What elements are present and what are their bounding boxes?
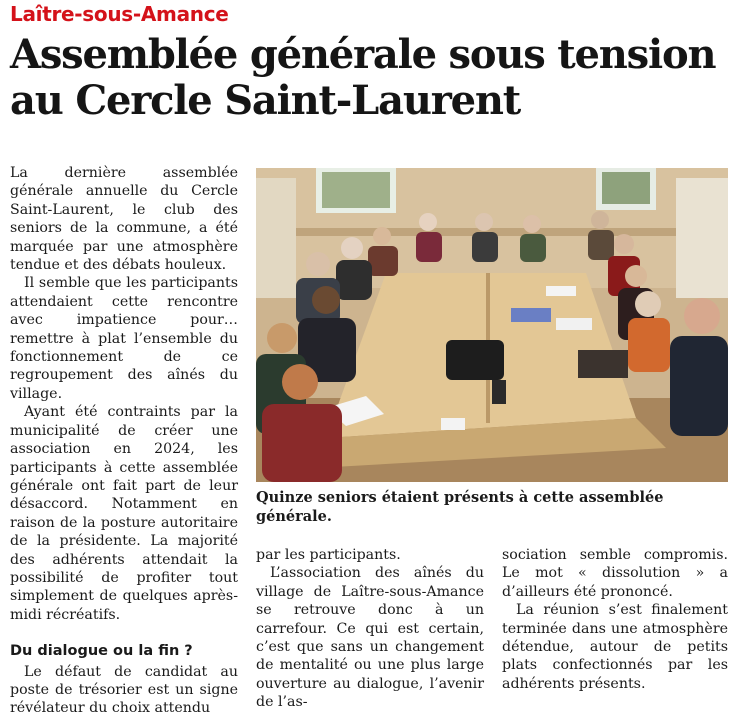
paragraph: Il semble que les participants attendaient cette rencontre avec impatience pour… remettre à plat l’ensemble du fonctionnement de ce regroupement des aînés du village.: [10, 275, 238, 402]
photo-caption: Quinze seniors étaient présents à cette assemblée générale.: [256, 489, 664, 525]
article-column-1: [10, 164, 238, 718]
paragraph: par les participants.: [256, 547, 401, 563]
headline: Assemblée générale sous tension au Cercle Saint-Laurent: [10, 31, 716, 124]
article-column-2: [256, 546, 484, 712]
paragraph: L’association des aînés du village de Laître-sous-Amance se retrouve donc à un carrefour. Ce qui est certain, c’est que sans un changement de mentalité ou une plus large ouverture au dialogue, l’avenir de l’as-: [256, 565, 484, 711]
paragraph: La réunion s’est finalement terminée dans une atmosphère détendue, autour de petits plats confectionnés par les adhérents présents.: [502, 602, 728, 692]
kicker: Laître-sous-Amance: [10, 2, 229, 26]
article-column-3: [502, 546, 728, 693]
paragraph: Ayant été contraints par la municipalité de créer une association en 2024, les participants à cette assemblée générale ont fait part de leur désaccord. Notamment en raison de la posture autoritaire de la présidente. La majorité des adhérents attendait la possibilité de profiter tout simplement de quelques après-midi récréatifs.: [10, 404, 238, 623]
subheading: Du dialogue ou la fin ?: [10, 643, 193, 660]
paragraph: La dernière assemblée générale annuelle du Cercle Saint-Laurent, le club des seniors de la commune, a été marquée par une atmosphère tendue et des débats houleux.: [10, 165, 238, 274]
paragraph: sociation semble compromis. Le mot « dissolution » a d’ailleurs été prononcé.: [502, 547, 728, 600]
meeting-photo: [256, 168, 728, 482]
meeting-photo-illustration: [256, 168, 728, 482]
paragraph: Le défaut de candidat au poste de trésorier est un signe révélateur du choix attendu: [10, 663, 238, 717]
